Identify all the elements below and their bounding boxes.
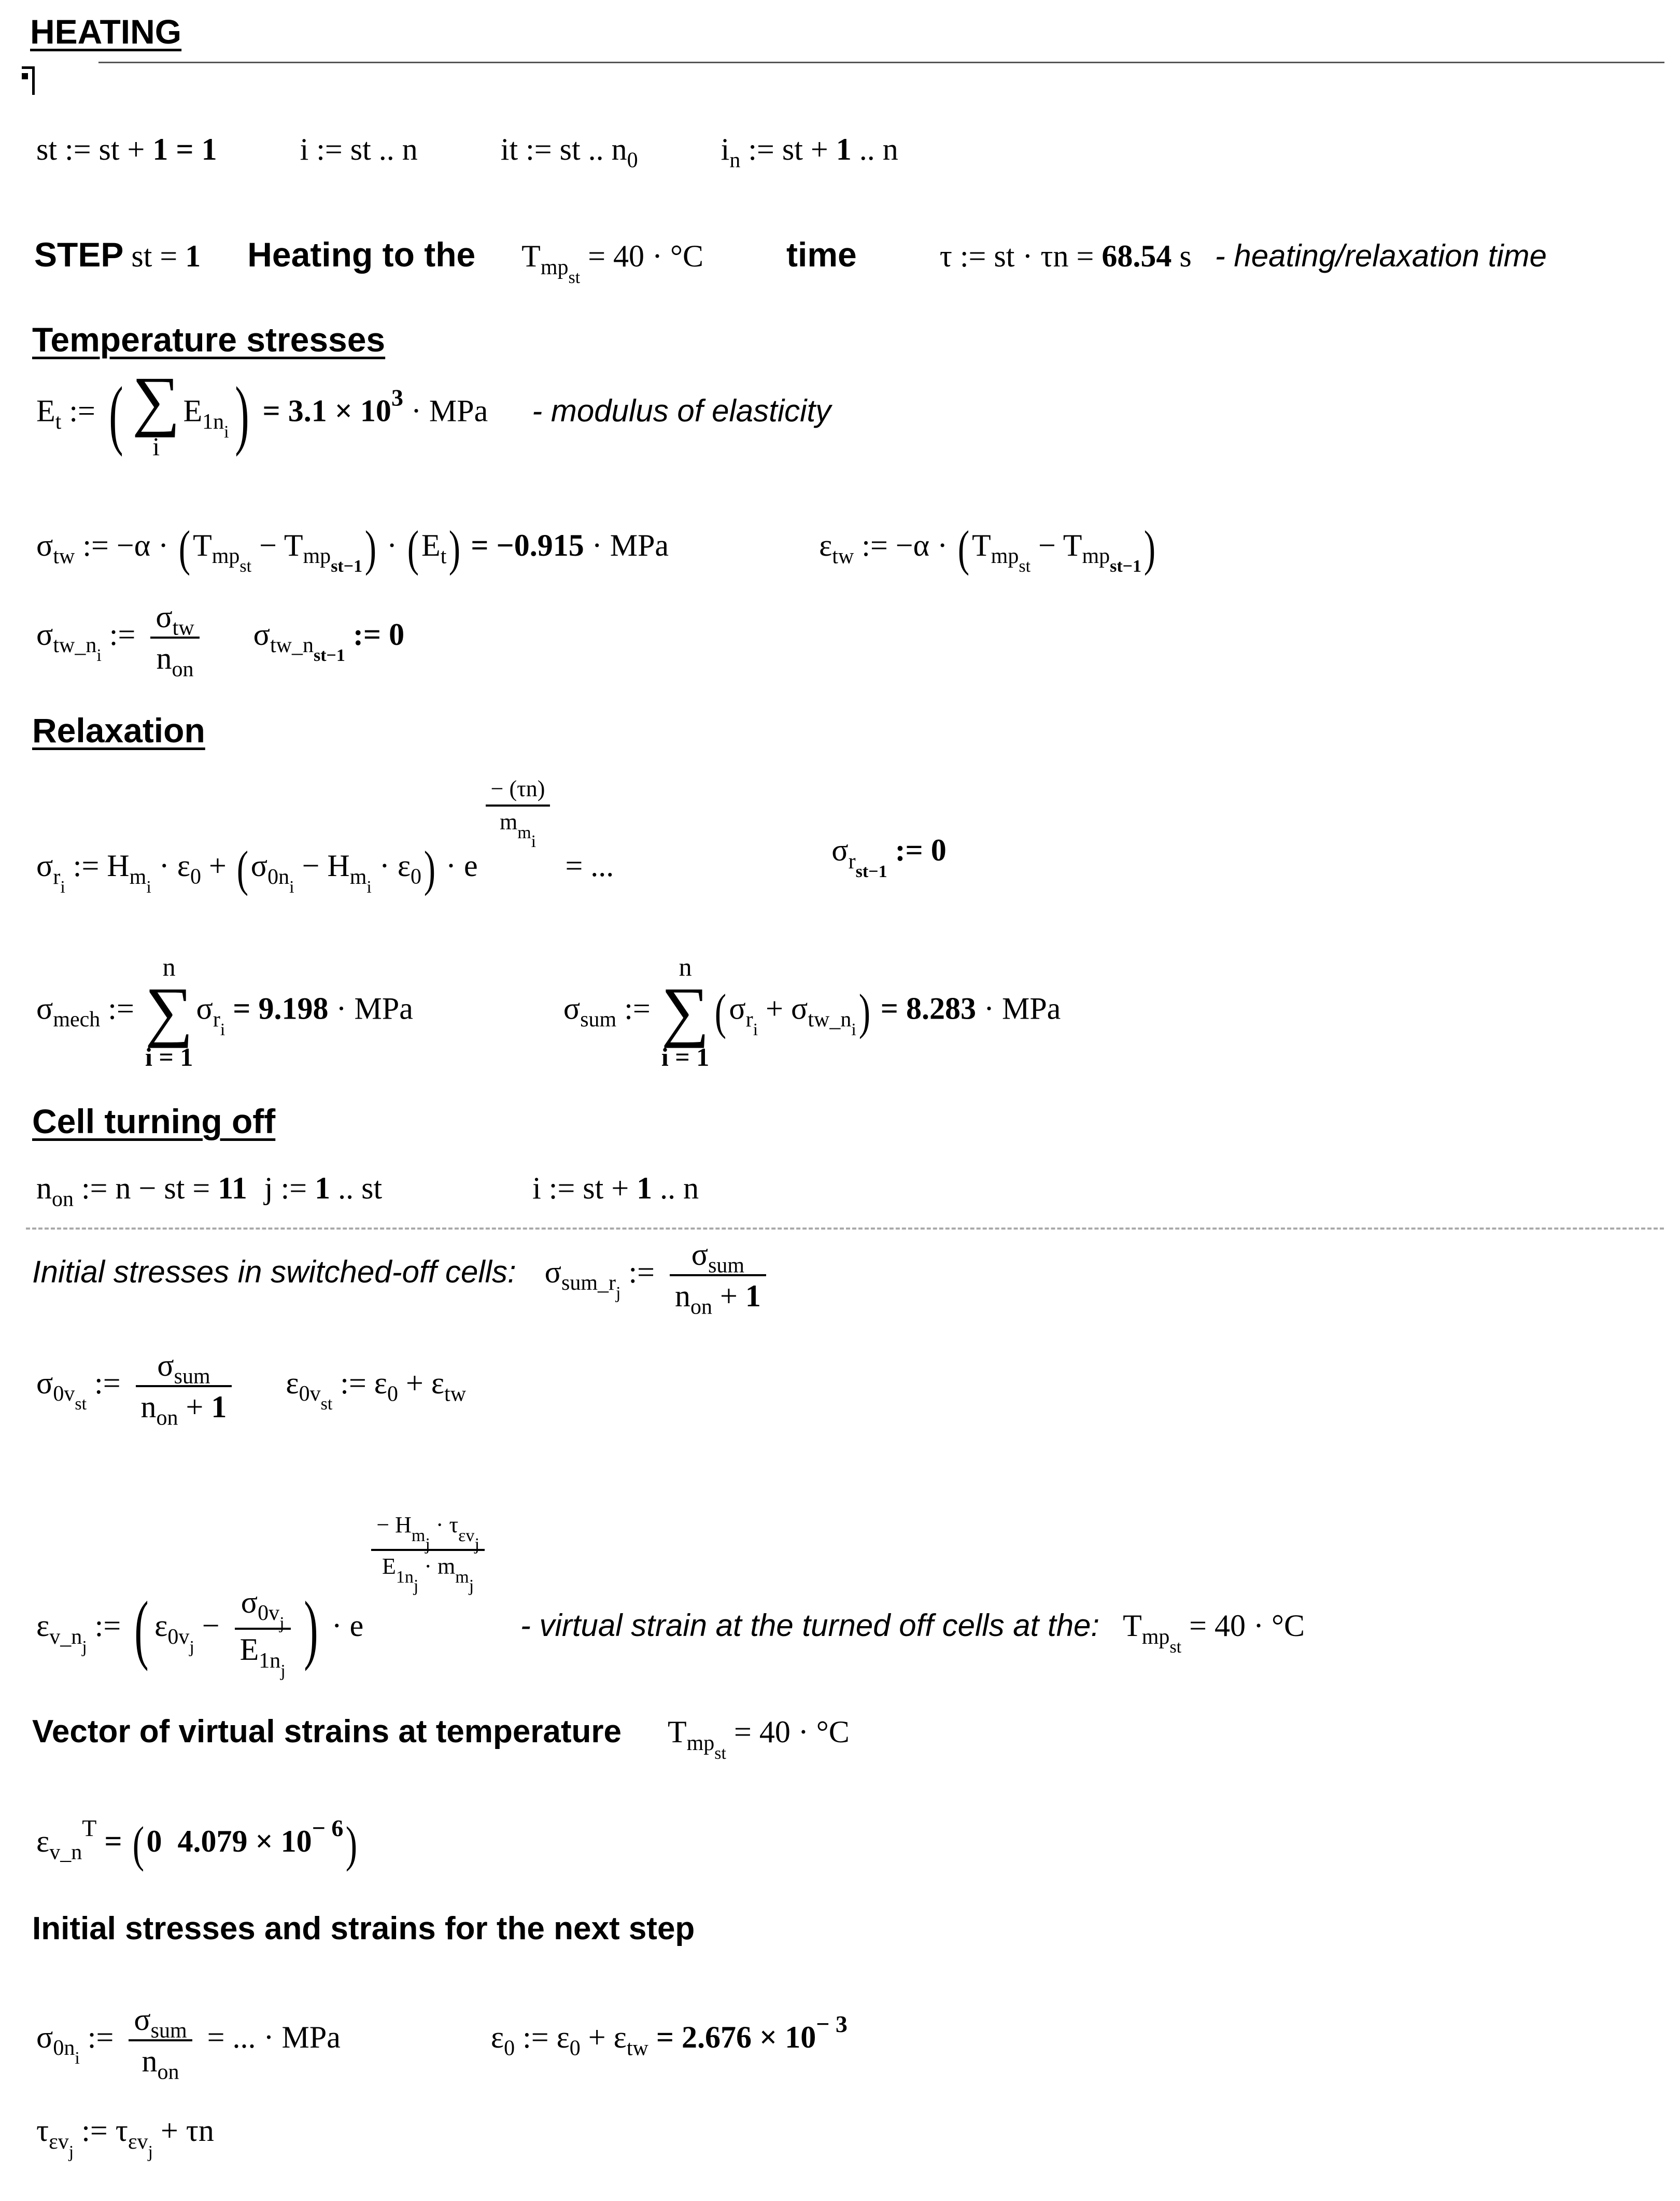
sigma-twn-equation[interactable]: $\sigma_{tw\_n_i}$ := $\frac{\sigma_{tw}}{n_{on}}$ $\sigma_{tw\_n_{st-1}}$ := 0 xyxy=(36,600,405,682)
range-definitions[interactable]: st := st + 1 = 1 i := st .. n it := st .. $n_0$ $i_n$ := st + 1 .. n xyxy=(36,132,898,173)
it-range: it := st .. n xyxy=(500,132,627,166)
et-result: = 3.1 × 10 xyxy=(255,393,391,428)
vector-virtual-strains[interactable]: Vector of virtual strains at temperature $T_{mp_{st}} = 40 \cdot ^\circ C$ xyxy=(32,1714,850,1763)
initial-stresses-switched-off[interactable]: Initial stresses in switched-off cells: $\sigma_{sum\_r_j}$ := $\frac{\sigma_{sum}}{n_{on} + 1}$ xyxy=(32,1239,773,1311)
epsilon-vector-result[interactable]: $\varepsilon_{v\_n}^T = (0$ $4.079 \times 10^{- 6}$) xyxy=(36,1814,358,1872)
sigma-mech-result: = 9.198 xyxy=(225,991,329,1026)
in-range: i xyxy=(721,132,730,166)
region-separator xyxy=(26,1228,1664,1230)
heading-rule xyxy=(98,62,1664,63)
tau-value: 68.54 xyxy=(1102,239,1172,273)
target-temperature: = 40 · °C xyxy=(580,239,704,273)
sigma-tw-result: = −0.915 xyxy=(463,528,584,562)
sigma-0n-equation[interactable]: $\sigma_{0n_i}$ := $\frac{\sigma_{sum}}{n_{on}}$ = ... · MPa $\varepsilon_0$ := $\varepsilon_0 + \varepsilon_{tw} = 2.676 \times 10^{- 3}$ xyxy=(36,2002,848,2084)
st-assign: st := st + xyxy=(36,132,153,166)
sigma-sum-result: = 8.283 xyxy=(872,991,976,1026)
epsilon-vn-equation[interactable]: $\varepsilon_{v\_n_j}$ := ( $\varepsilon_{0v_j}$ − $\frac{\sigma_{0v_j}}{E_{1n_j}}$ ) · e $\frac{- H_{m_j} \cdot \tau_{\varepsilon v_j}}{E_{1n_j} \cdot m_{m_j}}$ - virtual strain at the turned off cells at the: $T_{mp_{st}} = 40 \cdot ^\circ C$ xyxy=(36,1512,1305,1681)
step-line[interactable]: STEP st = 1 Heating to the $T_{mp_{st}} = 40 \cdot ^\circ C$ time τ := st · τn = 68.54 s - heating/relaxation time xyxy=(34,235,1547,287)
heating-time-note: - heating/relaxation time xyxy=(1215,238,1547,273)
cell-off-definitions[interactable]: $n_{on}$ := n − st = 11 j := 1 .. st i := st + 1 .. n xyxy=(36,1171,699,1211)
non-value: 11 xyxy=(218,1171,247,1205)
sigma-tw-equation[interactable]: $\sigma_{tw}$ := $-\alpha \cdot (T_{mp_{st}} - T_{mp_{st-1}}) \cdot (E_t) = -0.915$ · MPa $\varepsilon_{tw}$ := $-\alpha \cdot (T_{mp_{st}} - T_{mp_{st-1}})$ xyxy=(36,520,1156,576)
virtual-strain-note: - virtual strain at the turned off cells at the: xyxy=(520,1608,1100,1643)
sigma-mech-equation[interactable]: $\sigma_{mech}$ := n ∑ i = 1 $\sigma_{r_i} = 9.198$ · MPa $\sigma_{sum}$ := n ∑ i = 1 $(\sigma_{r_i} + \sigma_{tw\_n_i}) = 8.283$ · MPa xyxy=(36,952,1061,1071)
i-range: i := st .. n xyxy=(300,132,418,166)
relaxation-equation[interactable]: $\sigma_{r_i}$ := $H_{m_i} \cdot \varepsilon_0 + (\sigma_{0n_i} - H_{m_i} \cdot \varepsilon_0) \cdot e$ $\frac{- (\tau n)}{m_{m_i}}$ = ... $\sigma_{r_{st-1}}$ := 0 xyxy=(36,776,947,897)
modulus-note: - modulus of elasticity xyxy=(532,393,831,428)
eps0-result: = 2.676 × 10 xyxy=(648,2020,816,2054)
st-value: 1 = 1 xyxy=(152,132,217,166)
heading-heating: HEATING xyxy=(30,12,182,51)
section-temperature-stresses: Temperature stresses xyxy=(32,320,386,359)
sigma-0v-equation[interactable]: $\sigma_{0v_{st}}$ := $\frac{\sigma_{sum}}{n_{on} + 1}$ $\varepsilon_{0v_{st}}$ := $\varepsilon_0 + \varepsilon_{tw}$ xyxy=(36,1348,467,1430)
vector-label: Vector of virtual strains at temperature xyxy=(32,1714,622,1749)
time-label: time xyxy=(786,235,857,274)
tau-ev-equation[interactable]: $\tau_{\varepsilon v_j}$ := $\tau_{\varepsilon v_j} + \tau n$ xyxy=(36,2113,214,2162)
section-relaxation: Relaxation xyxy=(32,711,205,750)
section-cell-turning-off: Cell turning off xyxy=(32,1102,276,1140)
et-equation[interactable]: $E_t$ := ( ∑ i $E_{1n_i}) = 3.1 \times 10^3$ · MPa - modulus of elasticity xyxy=(36,363,831,461)
initial-stresses-label: Initial stresses in switched-off cells: xyxy=(32,1254,516,1289)
next-step-label: Initial stresses and strains for the next step xyxy=(32,1911,695,1946)
vector-element-1: 4.079 × 10 xyxy=(177,1824,312,1858)
vector-element-0: 0 xyxy=(146,1824,162,1858)
heating-label: Heating to the xyxy=(247,235,476,274)
step-label: STEP xyxy=(34,235,124,274)
region-marker-icon[interactable] xyxy=(22,66,35,95)
